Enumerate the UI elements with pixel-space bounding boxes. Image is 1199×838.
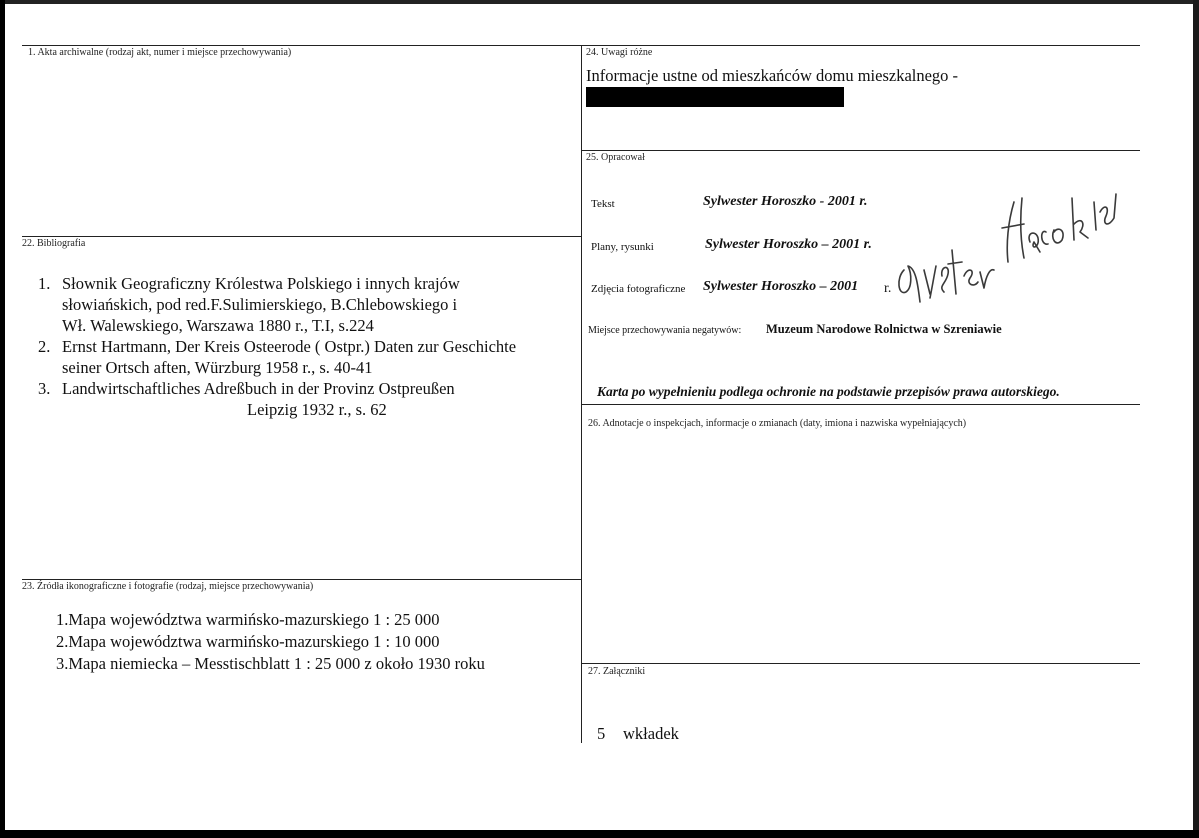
bibliography-line: słowiańskich, pod red.F.Sulimierskiego, B.Chlebowskiego i [62, 295, 458, 314]
section-26-label: 26. Adnotacje o inspekcjach, informacje o zmianach (daty, imiona i nazwiska wypełniających) [588, 418, 967, 429]
copyright-note: Karta po wypełnieniu podlega ochronie na podstawie przepisów prawa autorskiego. [597, 384, 1060, 399]
scan-top-edge [0, 0, 1199, 4]
bibliography-line: Słownik Geograficzny Królestwa Polskiego i innych krajów [62, 274, 460, 293]
scan-right-edge [1193, 0, 1199, 838]
icon-source-item: 3.Mapa niemiecka – Messtischblatt 1 : 25 000 z około 1930 roku [56, 654, 485, 673]
credit-photos-suffix: r. [884, 281, 892, 296]
credit-photos-label: Zdjęcia fotograficzne [591, 283, 686, 295]
rule-attachments [581, 663, 1140, 664]
section-24-label: 24. Uwagi różne [586, 47, 653, 58]
bibliography-line: Leipzig 1932 r., s. 62 [247, 400, 387, 419]
scan-bottom-edge [0, 830, 1199, 838]
section-23-label: 23. Źródła ikonograficzne i fotografie (rodzaj, miejsce przechowywania) [22, 581, 314, 592]
bibliography-item [30, 336, 516, 378]
rule-annotations [581, 404, 1140, 405]
attachments-text: wkładek [623, 724, 679, 743]
scan-left-edge [0, 0, 5, 838]
credit-plans-value: Sylwester Horoszko – 2001 r. [705, 237, 872, 252]
attachments-count: 5 [597, 724, 606, 743]
credit-plans-label: Plany, rysunki [591, 241, 654, 253]
bibliography-list [30, 273, 516, 420]
rule-prepared-by [581, 150, 1140, 151]
negatives-label: Miejsce przechowywania negatywów: [588, 325, 742, 336]
icon-source-item: 2.Mapa województwa warmińsko-mazurskiego 1 : 10 000 [56, 632, 440, 651]
credit-text-value: Sylwester Horoszko - 2001 r. [703, 194, 868, 209]
section-22-label: 22. Bibliografia [22, 238, 86, 249]
redaction-bar [586, 87, 844, 107]
bibliography-item-number: 1. [38, 274, 51, 293]
credit-photos-value: Sylwester Horoszko – 2001 [703, 279, 859, 294]
remarks-text: Informacje ustne od mieszkańców domu mieszkalnego - [586, 66, 959, 85]
credit-text-label: Tekst [591, 198, 615, 210]
bibliography-line: Wł. Walewskiego, Warszawa 1880 r., T.I, s.224 [62, 316, 374, 335]
rule-icon-sources [22, 579, 582, 580]
section-27-label: 27. Załączniki [588, 666, 646, 677]
handwritten-signature [890, 158, 1120, 308]
bibliography-item-number: 3. [38, 379, 51, 398]
negatives-value: Muzeum Narodowe Rolnictwa w Szreniawie [766, 322, 1002, 336]
bibliography-item [30, 378, 516, 420]
bibliography-line: seiner Ortsch aften, Würzburg 1958 r., s. 40-41 [62, 358, 373, 377]
bibliography-line: Ernst Hartmann, Der Kreis Osteerode ( Ostpr.) Daten zur Geschichte [62, 337, 517, 356]
section-1-label: 1. Akta archiwalne (rodzaj akt, numer i miejsce przechowywania) [28, 47, 292, 58]
section-25-label: 25. Opracował [586, 152, 645, 163]
icon-sources-list [56, 609, 485, 675]
bibliography-line: Landwirtschaftliches Adreßbuch in der Provinz Ostpreußen [62, 379, 455, 398]
bibliography-item-number: 2. [38, 337, 51, 356]
bibliography-item [30, 273, 516, 336]
rule-bibliography [22, 236, 582, 237]
icon-source-item: 1.Mapa województwa warmińsko-mazurskiego 1 : 25 000 [56, 610, 440, 629]
